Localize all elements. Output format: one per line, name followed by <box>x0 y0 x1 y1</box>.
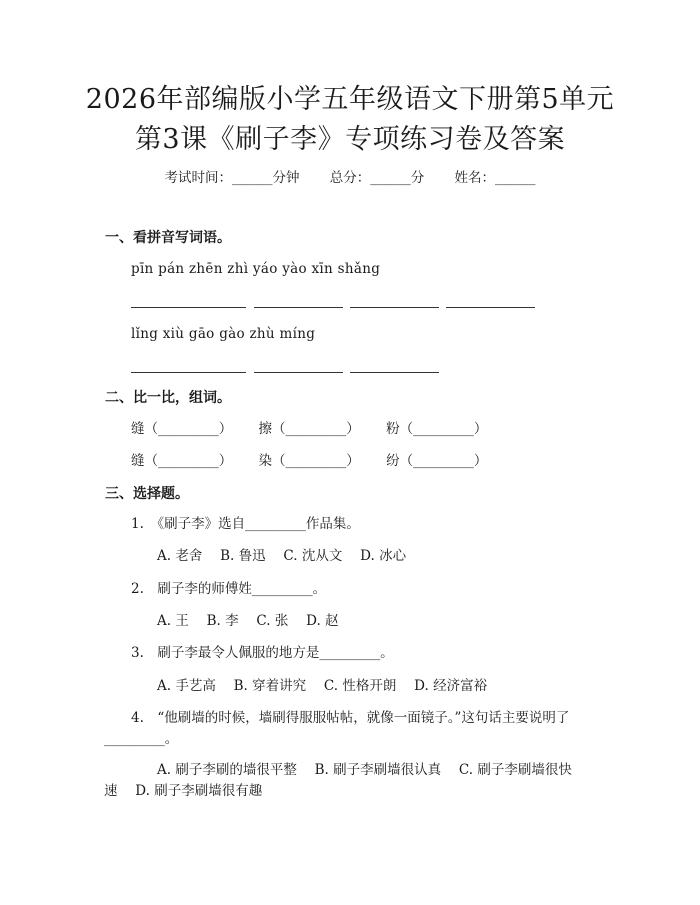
compare-item[interactable]: 缝（_________） <box>131 421 233 437</box>
section2-heading: 二、比一比，组词。 <box>105 390 231 406</box>
question-3-options[interactable]: A. 手艺高 B. 穿着讲究 C. 性格开朗 D. 经济富裕 <box>157 678 488 694</box>
answer-line[interactable] <box>350 372 439 373</box>
exam-name: 姓名：______ <box>454 170 536 186</box>
section1-heading: 一、看拼音写词语。 <box>105 230 231 246</box>
question-2-options[interactable]: A. 王 B. 李 C. 张 D. 赵 <box>157 613 339 629</box>
compare-row2 <box>131 451 509 471</box>
section3-heading: 三、选择题。 <box>105 486 189 502</box>
answer-line[interactable] <box>254 372 343 373</box>
answer-line[interactable] <box>131 307 246 308</box>
compare-row1 <box>131 419 509 439</box>
answer-line[interactable] <box>350 307 439 308</box>
page-title-line1: 2026年部编版小学五年级语文下册第5单元 <box>85 84 615 115</box>
compare-item[interactable]: 缝（_________） <box>131 453 233 469</box>
question-4-options[interactable]: A. 刷子李刷的墙很平整 B. 刷子李刷墙很认真 C. 刷子李刷墙很快 <box>157 762 572 778</box>
page-title-line2: 第3课《刷子李》专项练习卷及答案 <box>134 124 566 155</box>
compare-item[interactable]: 擦（_________） <box>258 421 360 437</box>
question-3: 3. 刷子李最令人佩服的地方是_________。 <box>131 645 394 661</box>
pinyin-row1: pīn pán zhēn zhì yáo yào xīn shǎng <box>131 261 381 277</box>
compare-item[interactable]: 粉（_________） <box>386 421 488 437</box>
question-2: 2. 刷子李的师傅姓_________。 <box>131 581 327 597</box>
answer-line[interactable] <box>446 307 535 308</box>
exam-info <box>0 168 700 188</box>
answer-line[interactable] <box>254 307 343 308</box>
compare-item[interactable]: 纷（_________） <box>386 453 488 469</box>
pinyin-row2: lǐng xiù gāo gào zhù míng <box>131 326 316 342</box>
question-4: 4. “他刷墙的时候，墙刷得服服帖帖，就像一面镜子。”这句话主要说明了 <box>131 710 570 726</box>
compare-item[interactable]: 染（_________） <box>258 453 360 469</box>
exam-time: 考试时间：______分钟 <box>164 170 300 186</box>
question-1-options[interactable]: A. 老舍 B. 鲁迅 C. 沈从文 D. 冰心 <box>157 548 407 564</box>
answer-line[interactable] <box>131 372 246 373</box>
question-4-blank: _________。 <box>104 731 179 747</box>
question-4-options-cont[interactable]: 速 D. 刷子李刷墙很有趣 <box>104 783 263 799</box>
question-1: 1. 《刷子李》选自_________作品集。 <box>131 516 360 532</box>
exam-score: 总分：______分 <box>329 170 425 186</box>
